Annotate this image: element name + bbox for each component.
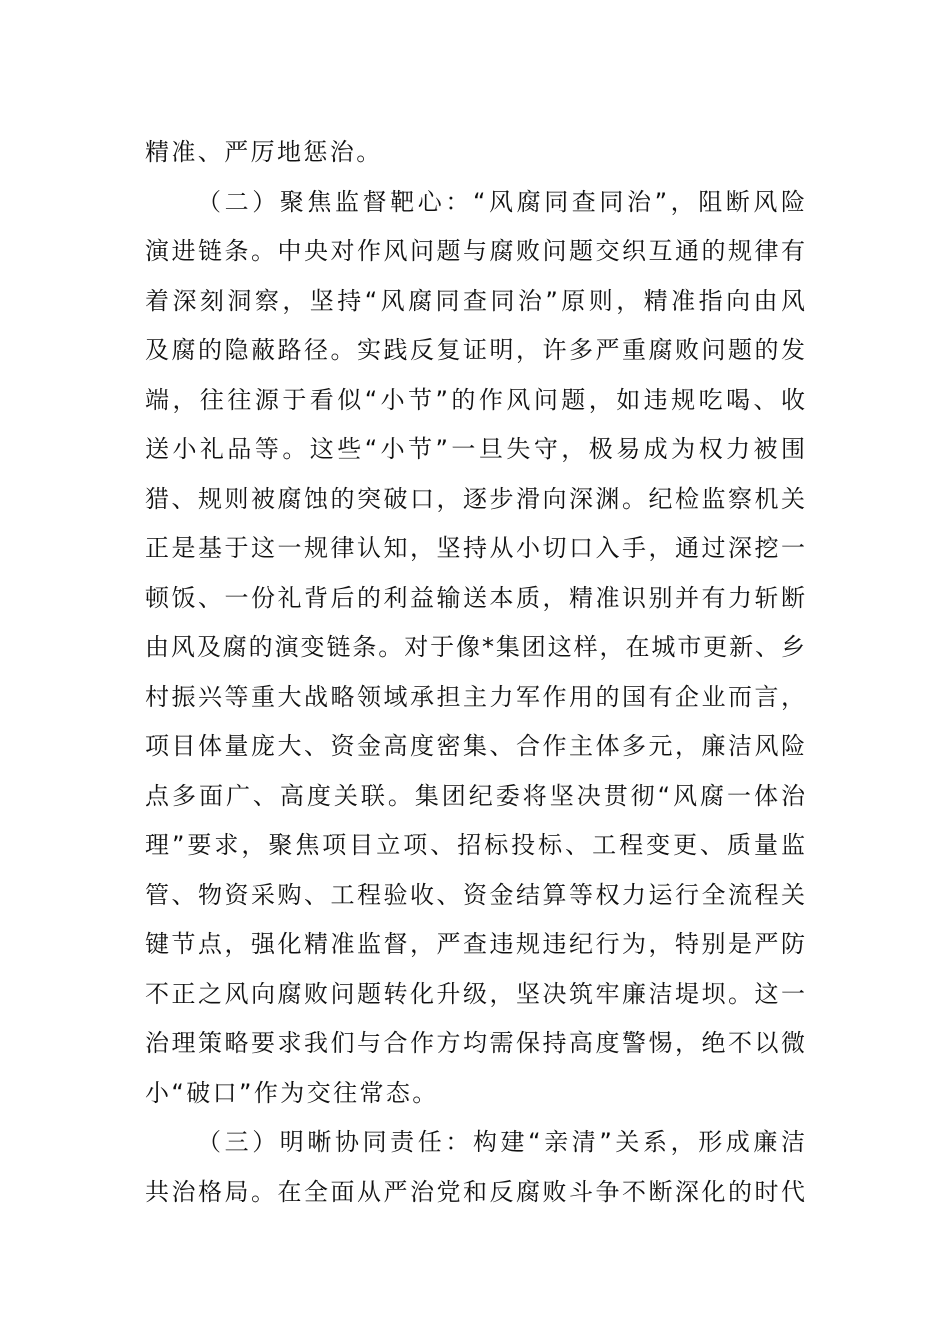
text-line: 演进链条。中央对作风问题与腐败问题交织互通的规律有 — [145, 237, 805, 265]
section-heading-3: （三）明晰协同责任：构建“亲清”关系，形成廉洁 — [197, 1128, 805, 1156]
text-line: 理”要求，聚焦项目立项、招标投标、工程变更、质量监 — [145, 831, 805, 859]
text-line: 正是基于这一规律认知，坚持从小切口入手，通过深挖一 — [145, 534, 805, 562]
text-line: 村振兴等重大战略领域承担主力军作用的国有企业而言， — [145, 682, 805, 711]
document-page — [145, 128, 805, 1217]
text-line: 端，往往源于看似“小节”的作风问题，如违规吃喝、收 — [145, 385, 805, 414]
text-line: 顿饭、一份礼背后的利益输送本质，精准识别并有力斩断 — [145, 583, 805, 612]
text-line: 猎、规则被腐蚀的突破口，逐步滑向深渊。纪检监察机关 — [145, 484, 805, 513]
text-line: 不正之风向腐败问题转化升级，坚决筑牢廉洁堤坝。这一 — [145, 979, 805, 1008]
text-line: 及腐的隐蔽路径。实践反复证明，许多严重腐败问题的发 — [145, 336, 805, 364]
section-heading-2: （二）聚焦监督靶心：“风腐同查同治”，阻断风险 — [197, 187, 805, 216]
text-line: 由风及腐的演变链条。对于像*集团这样，在城市更新、乡 — [145, 633, 805, 661]
text-line: 精准、严厉地惩治。 — [145, 138, 383, 166]
text-line: 送小礼品等。这些“小节”一旦失守，极易成为权力被围 — [145, 435, 805, 463]
text-line: 小“破口”作为交往常态。 — [145, 1078, 439, 1107]
text-line: 着深刻洞察，坚持“风腐同查同治”原则，精准指向由风 — [145, 286, 805, 315]
text-line: 点多面广、高度关联。集团纪委将坚决贯彻“风腐一体治 — [145, 781, 805, 810]
text-line: 共治格局。在全面从严治党和反腐败斗争不断深化的时代 — [145, 1177, 805, 1206]
text-line: 项目体量庞大、资金高度密集、合作主体多元，廉洁风险 — [145, 732, 805, 760]
text-line: 管、物资采购、工程验收、资金结算等权力运行全流程关 — [145, 880, 805, 909]
text-line: 键节点，强化精准监督，严查违规违纪行为，特别是严防 — [145, 930, 805, 958]
text-line: 治理策略要求我们与合作方均需保持高度警惕，绝不以微 — [145, 1029, 805, 1057]
